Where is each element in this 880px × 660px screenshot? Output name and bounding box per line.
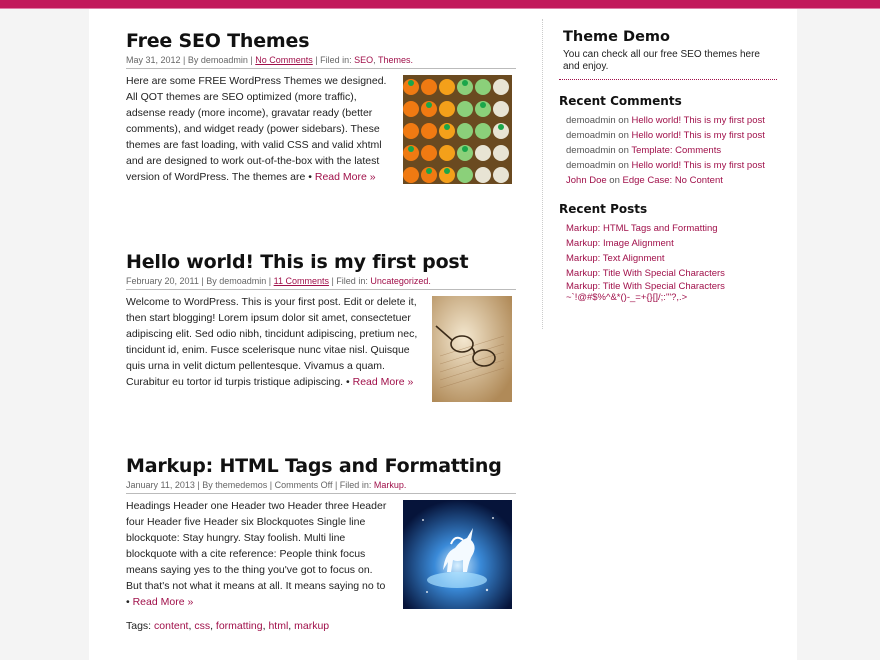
tag-separator: , (262, 620, 269, 632)
list-item (566, 221, 777, 236)
category-link-uncategorized[interactable]: Uncategorized. (370, 276, 431, 286)
post-title-link[interactable]: Free SEO Themes (126, 30, 310, 52)
list-item (566, 173, 777, 188)
tag-link-html[interactable]: html (268, 620, 289, 632)
category-link-themes[interactable]: Themes. (378, 55, 414, 65)
page-container (89, 9, 797, 660)
tag-link-content[interactable]: content (154, 620, 189, 632)
list-item (566, 236, 777, 251)
column-divider (542, 19, 543, 329)
theme-demo-text: You can check all our free SEO themes here and enjoy. (563, 49, 760, 72)
recent-post-link[interactable]: Markup: Title With Special Characters (566, 268, 725, 279)
comment-post-link[interactable]: Template: Comments (631, 145, 722, 156)
tag-separator: , (188, 620, 195, 632)
tag-separator: , (288, 620, 295, 632)
list-item (566, 128, 777, 143)
tag-link-markup[interactable]: markup (294, 620, 330, 632)
meta-separator: | (247, 55, 256, 65)
comment-author: demoadmin (566, 130, 616, 141)
sidebar (559, 29, 777, 317)
bullet: • (305, 171, 315, 183)
post-excerpt (126, 294, 422, 390)
category-separator: , (373, 55, 378, 65)
list-item (566, 143, 777, 158)
comment-author-link[interactable]: John Doe (566, 175, 607, 186)
comments-status: Comments Off (274, 480, 333, 490)
comment-on: on (615, 145, 632, 156)
recent-post-link[interactable]: Markup: HTML Tags and Formatting (566, 223, 718, 234)
comment-author: demoadmin (566, 115, 616, 126)
comment-author: demoadmin (566, 145, 616, 156)
meta-separator: | Filed in: (328, 276, 371, 286)
category-link-seo[interactable]: SEO (354, 55, 374, 65)
meta-separator: | Filed in: (332, 480, 374, 490)
tag-separator: , (210, 620, 216, 632)
meta-separator: | (267, 480, 275, 490)
list-item (566, 251, 777, 266)
unicorn-image[interactable] (403, 500, 512, 609)
tags-label: Tags: (126, 620, 155, 632)
post-author: themedemos (215, 480, 268, 490)
comment-post-link[interactable]: Hello world! This is my first post (631, 115, 765, 126)
recent-post-link[interactable]: Markup: Title With Special Characters ~`!@#$%^&*()-_=+{}[]/;:'"?,.> (566, 281, 725, 303)
post-excerpt (126, 73, 394, 185)
post-author: demoadmin (219, 276, 267, 286)
comment-post-link[interactable]: Hello world! This is my first post (631, 160, 765, 171)
read-more-link[interactable]: Read More » (132, 596, 194, 608)
post (126, 251, 516, 390)
list-item (566, 158, 777, 173)
meta-separator: | By (198, 276, 220, 286)
post-title-link[interactable]: Hello world! This is my first post (126, 251, 469, 273)
excerpt-text: Welcome to WordPress. This is your first post. Edit or delete it, then start blogging! Lorem ipsum dolor sit amet, consectetuer adipiscing elit. Sed odio nibh, tincidunt adipiscing, pretium nec, tincidunt id, enim. Fusce scelerisque nunc vitae nisl. Quisque quis urna in velit dictum pellentesque. Vivamus a quam. Curabitur eu tortor id turpis tristique adipiscing. (126, 296, 418, 388)
meta-separator: | By (180, 55, 201, 65)
recent-post-link[interactable]: Markup: Image Alignment (566, 238, 674, 249)
post-date: May 31, 2012 (126, 55, 181, 65)
post-meta (126, 273, 516, 290)
post-author: demoadmin (200, 55, 248, 65)
tag-link-formatting[interactable]: formatting (215, 620, 263, 632)
list-item (566, 281, 777, 303)
category-link-markup[interactable]: Markup. (373, 480, 407, 490)
recent-posts-list (559, 221, 777, 303)
comments-link[interactable]: 11 Comments (273, 276, 329, 286)
tag-link-css[interactable]: css (194, 620, 211, 632)
post-meta (126, 477, 516, 494)
meta-separator: | Filed in: (312, 55, 355, 65)
recent-posts-title: Recent Posts (559, 202, 648, 216)
list-item (566, 113, 777, 128)
post (126, 30, 516, 185)
theme-demo-title: Theme Demo (563, 29, 670, 45)
post-tags (126, 620, 516, 632)
comment-on: on (606, 175, 623, 186)
comments-link[interactable]: No Comments (255, 55, 313, 65)
post-excerpt (126, 498, 388, 610)
meta-separator: | By (194, 480, 216, 490)
recent-comments-title: Recent Comments (559, 94, 682, 108)
theme-demo-widget (559, 29, 777, 80)
post-date: February 20, 2011 (126, 276, 199, 286)
recent-comments-list (559, 113, 777, 188)
excerpt-text: Here are some FREE WordPress Themes we designed. All QOT themes are SEO optimized (more traffic), adsense ready (more income), gravatar ready (better comments), and widget ready (power sidebars). These themes are fast loading, with valid CSS and valid xhtml and are designed to work out-of-the-box with the latest version of WordPress. The themes are (126, 75, 387, 183)
comment-post-link[interactable]: Hello world! This is my first post (631, 130, 765, 141)
list-item (566, 266, 777, 281)
post (126, 455, 516, 632)
bottles-image[interactable] (403, 75, 512, 184)
excerpt-text: Headings Header one Header two Header three Header four Header five Header six Blockquotes Single line blockquote: Stay hungry. Stay foolish. Multi line blockquote with a cite reference: People think focus means saying yes to the thing you've got to focus on. But that's not what it means at all. It means saying no to (126, 500, 387, 592)
post-meta (126, 52, 516, 69)
comment-on: on (615, 130, 632, 141)
comment-on: on (615, 160, 632, 171)
meta-separator: | (266, 276, 274, 286)
bullet: • (126, 596, 133, 608)
recent-post-link[interactable]: Markup: Text Alignment (566, 253, 665, 264)
comment-author: demoadmin (566, 160, 616, 171)
comment-on: on (615, 115, 632, 126)
top-accent-bar (0, 0, 880, 9)
bullet: • (343, 376, 353, 388)
read-more-link[interactable]: Read More » (352, 376, 414, 388)
glasses-image[interactable] (432, 296, 512, 402)
post-date: January 11, 2013 (126, 480, 195, 490)
post-title-link[interactable]: Markup: HTML Tags and Formatting (126, 455, 502, 477)
read-more-link[interactable]: Read More » (314, 171, 376, 183)
comment-post-link[interactable]: Edge Case: No Content (622, 175, 723, 186)
